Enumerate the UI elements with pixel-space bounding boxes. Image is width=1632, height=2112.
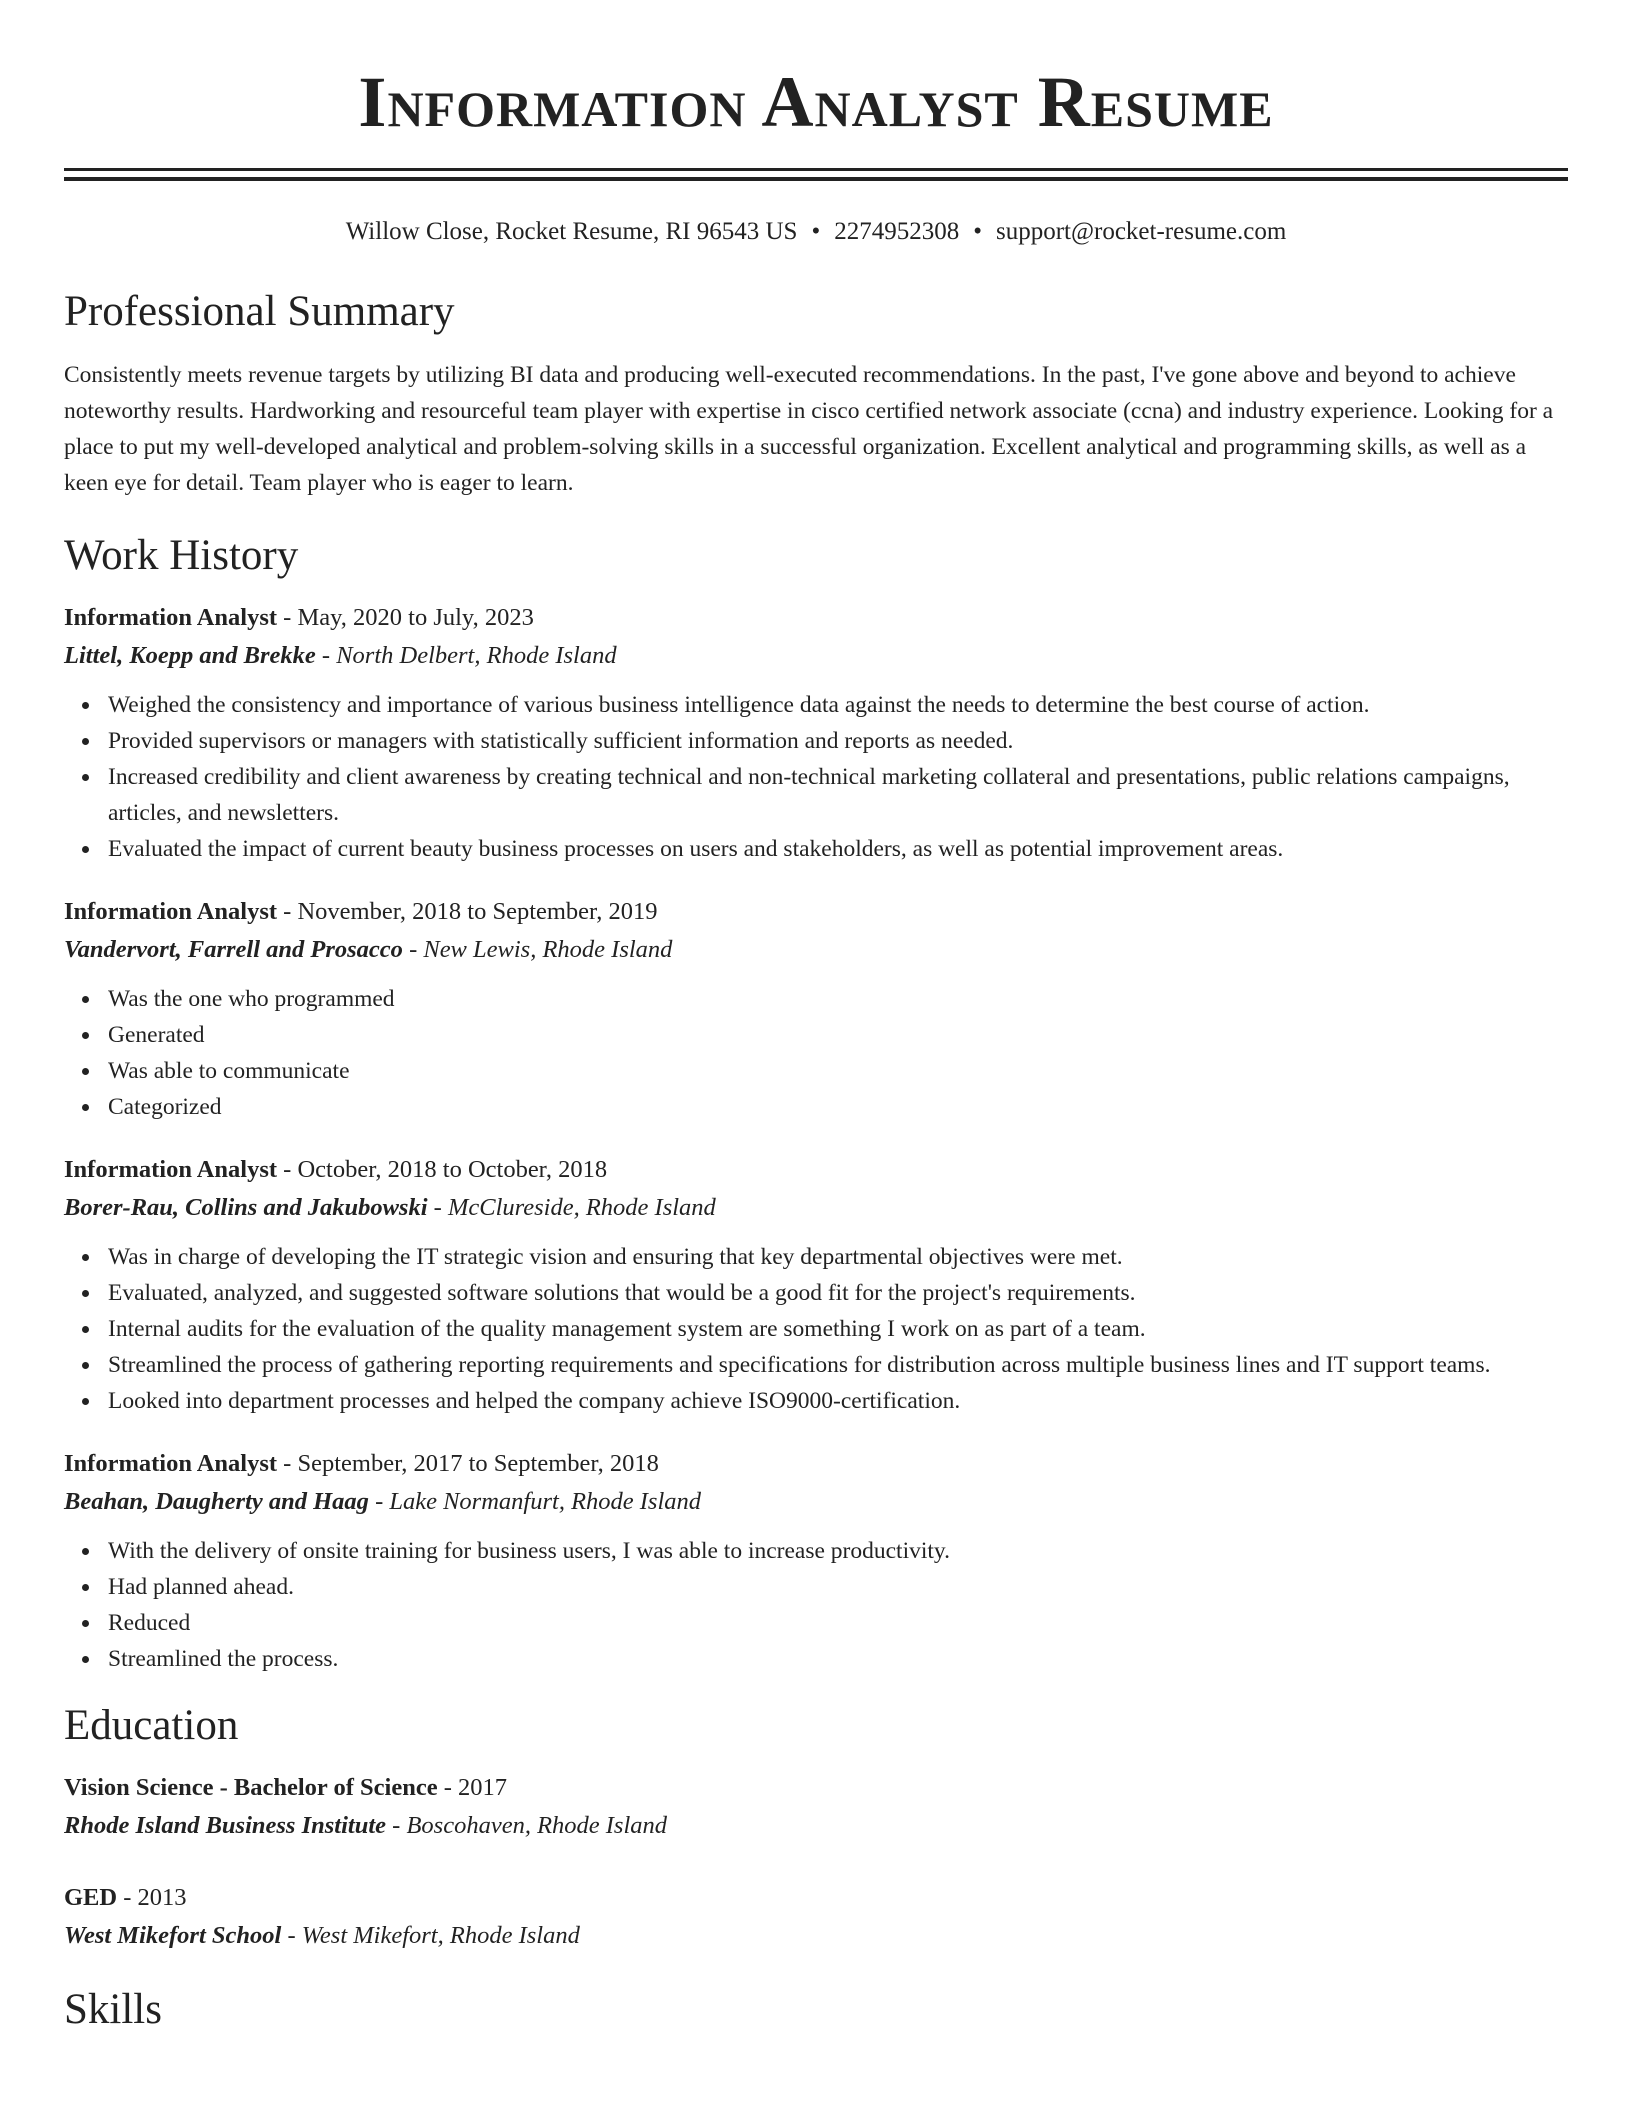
education-year: - 2013 (117, 1884, 187, 1911)
contact-separator: • (973, 218, 982, 245)
title-divider-bottom (64, 177, 1568, 181)
list-item: Increased credibility and client awareness by creating technical and non-technical marketing collateral and presentations, public relations campaigns, articles, and newsletters. (108, 759, 1568, 831)
job-employer (64, 637, 1568, 675)
education-degree: Vision Science - Bachelor of Science (64, 1774, 438, 1801)
job-entry (64, 599, 1568, 867)
job-location: - New Lewis, Rhode Island (402, 936, 673, 963)
job-dates: - November, 2018 to September, 2019 (277, 898, 658, 925)
list-item: Provided supervisors or managers with statistically sufficient information and reports as needed. (108, 723, 1568, 759)
skills-heading: Skills (64, 1986, 162, 2033)
job-role: Information Analyst (64, 898, 278, 925)
job-company: Vandervort, Farrell and Prosacco (64, 936, 403, 963)
list-item: Reduced (108, 1605, 1568, 1641)
job-role: Information Analyst (64, 1450, 278, 1477)
list-item: Was able to communicate (108, 1053, 1568, 1089)
list-item: Looked into department processes and helped the company achieve ISO9000-certification. (108, 1383, 1568, 1419)
summary-text: Consistently meets revenue targets by utilizing BI data and producing well-executed recommendations. In the past, I've gone above and beyond to achieve noteworthy results. Hardworking and resourceful team player with expertise in cisco certified network associate (ccna) and industry experience. Looking for a place to put my well-developed analytical and problem-solving skills in a successful organization. Excellent analytical and programming skills, as well as a keen eye for detail. Team player who is eager to learn. (64, 362, 1554, 496)
work-history-list (64, 599, 1568, 1677)
job-header (64, 599, 1568, 637)
education-entry (64, 1879, 1568, 1955)
list-item: Evaluated the impact of current beauty business processes on users and stakeholders, as well as potential improvement areas. (108, 831, 1568, 867)
job-header (64, 1151, 1568, 1189)
list-item: Internal audits for the evaluation of the quality management system are something I work on as part of a team. (108, 1311, 1568, 1347)
job-bullets (64, 687, 1568, 867)
job-employer (64, 1189, 1568, 1227)
education-location: - Boscohaven, Rhode Island (386, 1812, 668, 1839)
job-entry (64, 1445, 1568, 1677)
list-item: Was in charge of developing the IT strategic vision and ensuring that key departmental objectives were met. (108, 1239, 1568, 1275)
education-location: - West Mikefort, Rhode Island (281, 1922, 580, 1949)
job-company: Beahan, Daugherty and Haag (64, 1488, 369, 1515)
education-entry (64, 1769, 1568, 1845)
job-entry (64, 893, 1568, 1125)
job-role: Information Analyst (64, 604, 278, 631)
education-school-line (64, 1917, 1568, 1955)
list-item: Had planned ahead. (108, 1569, 1568, 1605)
job-header (64, 1445, 1568, 1483)
job-bullets (64, 1533, 1568, 1677)
job-dates: - October, 2018 to October, 2018 (277, 1156, 608, 1183)
job-entry (64, 1151, 1568, 1419)
list-item: Was the one who programmed (108, 981, 1568, 1017)
list-item: Evaluated, analyzed, and suggested software solutions that would be a good fit for the project's requirements. (108, 1275, 1568, 1311)
education-school: West Mikefort School (64, 1922, 282, 1949)
job-bullets (64, 981, 1568, 1125)
list-item: Streamlined the process of gathering reporting requirements and specifications for distribution across multiple business lines and IT support teams. (108, 1347, 1568, 1383)
list-item: Generated (108, 1017, 1568, 1053)
job-role: Information Analyst (64, 1156, 278, 1183)
job-location: - Lake Normanfurt, Rhode Island (368, 1488, 702, 1515)
job-dates: - September, 2017 to September, 2018 (277, 1450, 659, 1477)
list-item: With the delivery of onsite training for business users, I was able to increase productivity. (108, 1533, 1568, 1569)
job-location: - McClureside, Rhode Island (427, 1194, 716, 1221)
job-bullets (64, 1239, 1568, 1419)
job-header (64, 893, 1568, 931)
list-item: Streamlined the process. (108, 1641, 1568, 1677)
job-location: - North Delbert, Rhode Island (315, 642, 617, 669)
job-company: Littel, Koepp and Brekke (64, 642, 316, 669)
contact-phone: 2274952308 (834, 218, 960, 245)
job-company: Borer-Rau, Collins and Jakubowski (64, 1194, 428, 1221)
resume-title: Information Analyst Resume (358, 62, 1274, 142)
summary-heading: Professional Summary (64, 288, 455, 335)
contact-email: support@rocket-resume.com (995, 218, 1287, 245)
list-item: Weighed the consistency and importance of various business intelligence data against the needs to determine the best course of action. (108, 687, 1568, 723)
work-history-heading: Work History (64, 532, 299, 579)
list-item: Categorized (108, 1089, 1568, 1125)
contact-separator: • (811, 218, 821, 245)
job-employer (64, 1483, 1568, 1521)
education-heading: Education (64, 1702, 239, 1749)
job-dates: - May, 2020 to July, 2023 (277, 604, 534, 631)
contact-address: Willow Close, Rocket Resume, RI 96543 US (345, 218, 798, 245)
education-header (64, 1879, 1568, 1917)
contact-line (64, 217, 1568, 247)
job-employer (64, 931, 1568, 969)
title-divider-top (64, 168, 1568, 171)
education-school-line (64, 1807, 1568, 1845)
education-degree: GED (64, 1884, 118, 1911)
education-school: Rhode Island Business Institute (64, 1812, 387, 1839)
education-year: - 2017 (437, 1774, 507, 1801)
education-header (64, 1769, 1568, 1807)
